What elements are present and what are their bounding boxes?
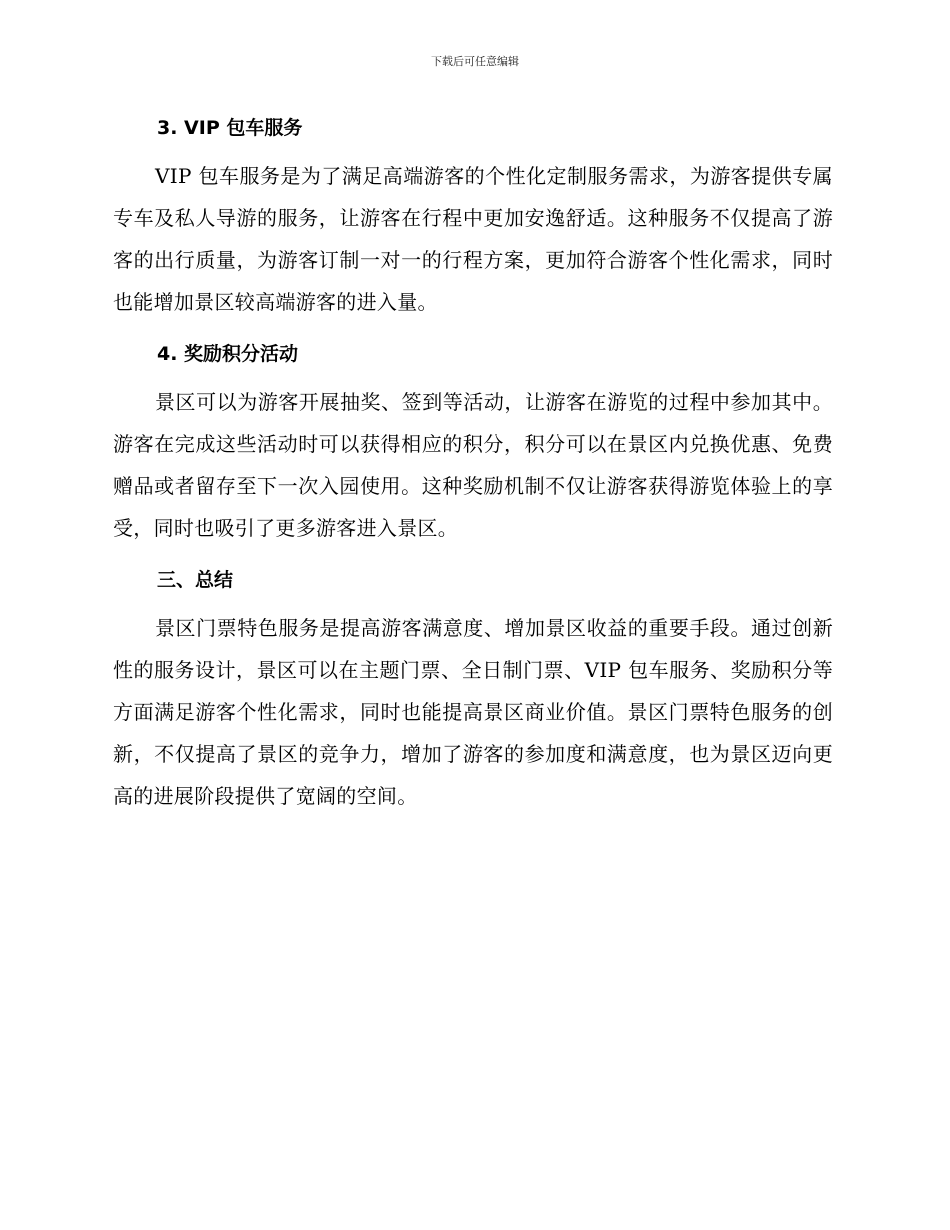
section-heading-reward-points: 4. 奖励积分活动	[157, 343, 299, 365]
section-heading-summary: 三、总结	[157, 569, 234, 591]
section-paragraph-vip-charter: VIP 包车服务是为了满足高端游客的个性化定制服务需求，为游客提供专属专车及私人导游的服务，让游客在行程中更加安逸舒适。这种服务不仅提高了游客的出行质量，为游客订制一对一的行程方案，更加符合游客个性化需求，同时也能增加景区较高端游客的进入量。	[113, 164, 833, 314]
page-header: 下载后可任意编辑	[431, 55, 519, 68]
section-heading-vip-charter: 3. VIP 包车服务	[157, 117, 303, 139]
section-paragraph-reward-points: 景区可以为游客开展抽奖、签到等活动，让游客在游览的过程中参加其中。游客在完成这些活动时可以获得相应的积分，积分可以在景区内兑换优惠、免费赠品或者留存至下一次入园使用。这种奖励机制不仅让游客获得游览体验上的享受，同时也吸引了更多游客进入景区。	[113, 390, 833, 540]
document-body	[113, 111, 833, 817]
section-paragraph-summary: 景区门票特色服务是提高游客满意度、增加景区收益的重要手段。通过创新性的服务设计，景区可以在主题门票、全日制门票、VIP 包车服务、奖励积分等方面满足游客个性化需求，同时也能提高景区商业价值。景区门票特色服务的创新，不仅提高了景区的竞争力，增加了游客的参加度和满意度，也为景区迈向更高的进展阶段提供了宽阔的空间。	[113, 616, 833, 808]
